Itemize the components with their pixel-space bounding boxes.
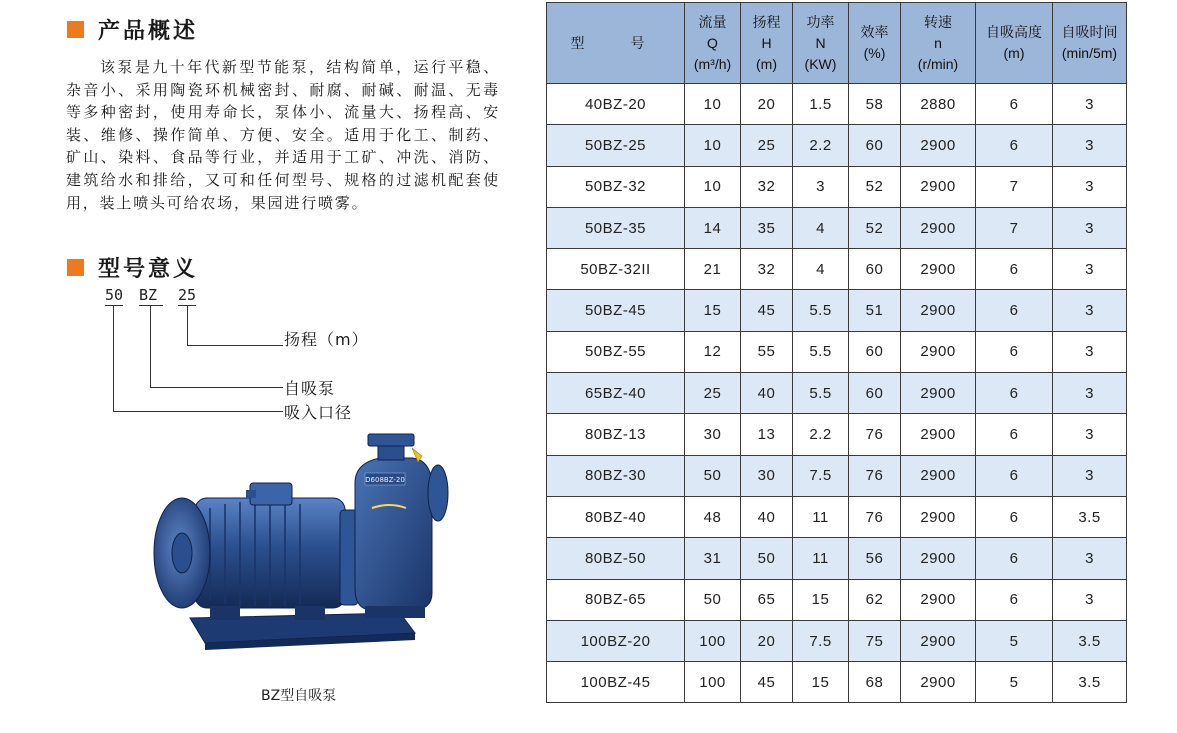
value-cell: 30: [741, 455, 793, 496]
header-line: (m): [1003, 45, 1025, 61]
header-line: n: [934, 34, 942, 51]
header-cell: [793, 3, 849, 84]
value-cell: 6: [976, 125, 1053, 166]
value-cell: 3.5: [1053, 496, 1127, 537]
value-cell: 5: [976, 620, 1053, 661]
value-cell: 4: [793, 249, 849, 290]
value-cell: 3: [1053, 414, 1127, 455]
value-cell: 2900: [901, 579, 976, 620]
value-cell: 21: [685, 249, 741, 290]
meaning-label-diameter: 吸入口径: [284, 403, 353, 422]
value-cell: 52: [849, 166, 901, 207]
pump-nameplate: D608BZ-20: [365, 476, 405, 484]
value-cell: 2900: [901, 207, 976, 248]
bracket-line-head: [187, 345, 283, 346]
header-line: 型 号: [570, 34, 661, 51]
table-row: [547, 331, 1127, 372]
model-cell: 50BZ-32: [547, 166, 685, 207]
value-cell: 2900: [901, 455, 976, 496]
value-cell: 45: [741, 290, 793, 331]
value-cell: 3: [1053, 207, 1127, 248]
model-cell: 100BZ-45: [547, 662, 685, 703]
model-cell: 80BZ-13: [547, 414, 685, 455]
value-cell: 5.5: [793, 373, 849, 414]
header-line: 功率: [806, 13, 835, 30]
value-cell: 55: [741, 331, 793, 372]
value-cell: 45: [741, 662, 793, 703]
value-cell: 6: [976, 414, 1053, 455]
value-cell: 20: [741, 84, 793, 125]
value-cell: 3.5: [1053, 620, 1127, 661]
value-cell: 2900: [901, 166, 976, 207]
value-cell: 13: [741, 414, 793, 455]
value-cell: 3: [1053, 373, 1127, 414]
header-cell: [901, 3, 976, 84]
value-cell: 15: [793, 579, 849, 620]
header-line: 转速: [924, 13, 952, 30]
header-line: N: [815, 34, 826, 51]
value-cell: 12: [685, 331, 741, 372]
value-cell: 10: [685, 125, 741, 166]
header-line: 流量: [698, 13, 727, 30]
value-cell: 7.5: [793, 620, 849, 661]
value-cell: 3: [1053, 84, 1127, 125]
model-cell: 50BZ-45: [547, 290, 685, 331]
value-cell: 6: [976, 455, 1053, 496]
overview-title: 产品概述: [98, 19, 199, 44]
code-underline: [105, 305, 123, 306]
pump-outlet-flange: [428, 465, 448, 521]
value-cell: 60: [849, 373, 901, 414]
value-cell: 76: [849, 455, 901, 496]
table-row: [547, 84, 1127, 125]
value-cell: 25: [741, 125, 793, 166]
header-cell: [741, 3, 793, 84]
model-cell: 40BZ-20: [547, 84, 685, 125]
header-line: (m³/h): [693, 55, 732, 72]
value-cell: 6: [976, 496, 1053, 537]
value-cell: 7.5: [793, 455, 849, 496]
code-part-head: 25: [178, 286, 197, 304]
table-row: [547, 620, 1127, 661]
value-cell: 14: [685, 207, 741, 248]
header-cell: [849, 3, 901, 84]
value-cell: 76: [849, 496, 901, 537]
model-meaning-title: 型号意义: [98, 257, 199, 282]
header-cell: [976, 3, 1053, 84]
value-cell: 4: [793, 207, 849, 248]
table-row: [547, 249, 1127, 290]
value-cell: 76: [849, 414, 901, 455]
value-cell: 3: [1053, 249, 1127, 290]
value-cell: 31: [685, 538, 741, 579]
model-cell: 80BZ-40: [547, 496, 685, 537]
model-cell: 80BZ-65: [547, 579, 685, 620]
value-cell: 7: [976, 166, 1053, 207]
value-cell: 2900: [901, 249, 976, 290]
table-row: [547, 455, 1127, 496]
value-cell: 3: [1053, 125, 1127, 166]
overview-text: 该泵是九十年代新型节能泵，结构简单，运行平稳、杂音小、采用陶瓷环机械密封、耐腐、耐碱、耐温、无毒等多种密封，使用寿命长，泵体小、流量大、扬程高、安装、维修、操作简单、方便、安全。适用于化工、制药、矿山、染料、食品等行业，并适用于工矿、冲洗、消防、建筑给水和排给，又可和任何型号、规格的过滤机配套使用，装上喷头可给农场，果园进行喷雾。: [66, 58, 500, 212]
value-cell: 6: [976, 373, 1053, 414]
bracket-line-head: [187, 305, 188, 345]
value-cell: 2.2: [793, 414, 849, 455]
value-cell: 6: [976, 84, 1053, 125]
value-cell: 7: [976, 207, 1053, 248]
value-cell: 1.5: [793, 84, 849, 125]
overview-heading: [67, 14, 198, 45]
orange-square-icon: [67, 21, 84, 38]
model-meaning-heading: [67, 252, 198, 283]
pump-image: [150, 428, 450, 678]
value-cell: 6: [976, 249, 1053, 290]
value-cell: 2900: [901, 538, 976, 579]
header-line: (min/5m): [1061, 45, 1118, 61]
table-row: [547, 662, 1127, 703]
table-row: [547, 125, 1127, 166]
value-cell: 2900: [901, 496, 976, 537]
code-underline: [139, 305, 163, 306]
bracket-line-type: [150, 387, 283, 388]
value-cell: 2900: [901, 414, 976, 455]
value-cell: 32: [741, 166, 793, 207]
code-part-type: BZ: [139, 286, 158, 304]
header-cell: [1053, 3, 1127, 84]
value-cell: 30: [685, 414, 741, 455]
model-cell: 50BZ-32II: [547, 249, 685, 290]
value-cell: 25: [685, 373, 741, 414]
model-cell: 80BZ-30: [547, 455, 685, 496]
model-cell: 50BZ-55: [547, 331, 685, 372]
value-cell: 52: [849, 207, 901, 248]
value-cell: 6: [976, 290, 1053, 331]
value-cell: 51: [849, 290, 901, 331]
value-cell: 15: [793, 662, 849, 703]
table-row: [547, 373, 1127, 414]
pump-terminal-box: [250, 483, 292, 505]
model-cell: 50BZ-25: [547, 125, 685, 166]
header-line: 扬程: [752, 13, 781, 30]
value-cell: 60: [849, 249, 901, 290]
value-cell: 2900: [901, 290, 976, 331]
value-cell: 56: [849, 538, 901, 579]
value-cell: 3: [1053, 331, 1127, 372]
orange-square-icon: [67, 259, 84, 276]
value-cell: 2900: [901, 662, 976, 703]
value-cell: 68: [849, 662, 901, 703]
model-cell: 100BZ-20: [547, 620, 685, 661]
value-cell: 2900: [901, 331, 976, 372]
value-cell: 10: [685, 84, 741, 125]
value-cell: 3: [793, 166, 849, 207]
value-cell: 2900: [901, 125, 976, 166]
value-cell: 3: [1053, 538, 1127, 579]
pump-top-flange: [368, 434, 414, 446]
table-row: [547, 290, 1127, 331]
value-cell: 32: [741, 249, 793, 290]
header-line: Q: [707, 34, 718, 51]
value-cell: 2.2: [793, 125, 849, 166]
value-cell: 100: [685, 620, 741, 661]
header-line: 自吸时间: [1061, 24, 1118, 40]
value-cell: 62: [849, 579, 901, 620]
table-row: [547, 579, 1127, 620]
value-cell: 100: [685, 662, 741, 703]
header-line: 自吸高度: [986, 24, 1042, 40]
value-cell: 48: [685, 496, 741, 537]
value-cell: 75: [849, 620, 901, 661]
value-cell: 20: [741, 620, 793, 661]
table-row: [547, 414, 1127, 455]
model-cell: 50BZ-35: [547, 207, 685, 248]
value-cell: 3: [1053, 455, 1127, 496]
bracket-line-diameter: [113, 305, 114, 411]
value-cell: 2880: [901, 84, 976, 125]
value-cell: 11: [793, 496, 849, 537]
value-cell: 5.5: [793, 290, 849, 331]
value-cell: 3.5: [1053, 662, 1127, 703]
header-line: (r/min): [917, 55, 959, 72]
value-cell: 2900: [901, 620, 976, 661]
pump-caption: BZ型自吸泵: [261, 688, 337, 704]
header-line: (KW): [804, 55, 837, 72]
value-cell: 35: [741, 207, 793, 248]
spec-table-header: [547, 3, 1127, 84]
value-cell: 6: [976, 538, 1053, 579]
header-cell: [685, 3, 741, 84]
value-cell: 5: [976, 662, 1053, 703]
header-cell: [547, 3, 685, 84]
meaning-label-head: 扬程（m）: [284, 330, 369, 349]
value-cell: 3: [1053, 290, 1127, 331]
table-row: [547, 207, 1127, 248]
table-row: [547, 166, 1127, 207]
value-cell: 40: [741, 373, 793, 414]
value-cell: 11: [793, 538, 849, 579]
value-cell: 50: [685, 579, 741, 620]
value-cell: 5.5: [793, 331, 849, 372]
header-row: [547, 3, 1127, 84]
value-cell: 3: [1053, 166, 1127, 207]
value-cell: 15: [685, 290, 741, 331]
header-line: (%): [863, 45, 886, 61]
header-line: H: [761, 34, 772, 51]
table-row: [547, 496, 1127, 537]
header-line: 效率: [860, 24, 889, 40]
value-cell: 3: [1053, 579, 1127, 620]
value-cell: 60: [849, 331, 901, 372]
value-cell: 6: [976, 331, 1053, 372]
value-cell: 10: [685, 166, 741, 207]
value-cell: 50: [741, 538, 793, 579]
spec-table: [546, 2, 1127, 703]
code-part-diameter: 50: [105, 286, 124, 304]
spec-table-body: [547, 84, 1127, 703]
model-cell: 80BZ-50: [547, 538, 685, 579]
bracket-line-diameter: [113, 411, 283, 412]
header-line: (m): [756, 55, 777, 72]
value-cell: 58: [849, 84, 901, 125]
value-cell: 6: [976, 579, 1053, 620]
value-cell: 50: [685, 455, 741, 496]
value-cell: 40: [741, 496, 793, 537]
meaning-label-type: 自吸泵: [284, 379, 336, 398]
model-cell: 65BZ-40: [547, 373, 685, 414]
table-row: [547, 538, 1127, 579]
value-cell: 2900: [901, 373, 976, 414]
value-cell: 60: [849, 125, 901, 166]
bracket-line-type: [150, 305, 151, 387]
value-cell: 65: [741, 579, 793, 620]
